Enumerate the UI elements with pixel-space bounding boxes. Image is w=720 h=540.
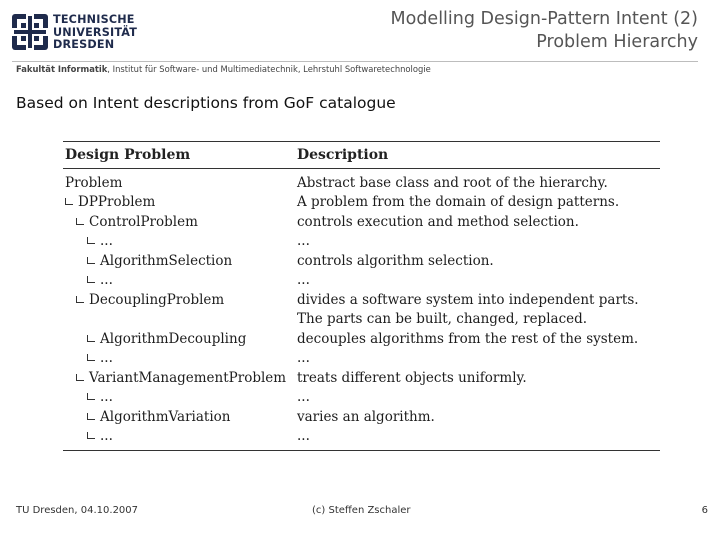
description-cell: A problem from the domain of design patterns. <box>297 194 620 211</box>
design-problem-name: ... <box>100 350 113 367</box>
description-cell: The parts can be built, changed, replaced. <box>297 311 588 328</box>
design-problem-name: ... <box>100 233 113 250</box>
slide-title-line2: Problem Hierarchy <box>536 32 698 52</box>
design-problem-cell <box>63 175 297 191</box>
design-problem-name: DPProblem <box>78 194 156 211</box>
design-problem-cell <box>63 233 297 249</box>
tree-branch-icon <box>87 432 95 439</box>
design-problem-name: ... <box>100 389 113 406</box>
logo-line: DRESDEN <box>53 38 115 51</box>
table-row <box>63 427 660 447</box>
slide-title-line1: Modelling Design-Pattern Intent (2) <box>390 9 698 29</box>
tree-branch-icon <box>87 257 95 264</box>
description-cell: ... <box>297 389 310 406</box>
tree-branch-icon <box>87 354 95 361</box>
design-problem-name: VariantManagementProblem <box>89 369 287 386</box>
tree-branch-icon <box>87 237 95 244</box>
description-cell: Abstract base class and root of the hierarchy. <box>297 174 608 191</box>
problem-hierarchy-table <box>63 141 660 451</box>
tree-branch-icon <box>76 296 84 303</box>
design-problem-cell <box>63 350 297 366</box>
tree-branch-icon <box>87 276 95 283</box>
tree-branch-icon <box>87 413 95 420</box>
tree-branch-icon <box>87 335 95 342</box>
table-row <box>63 212 660 232</box>
table-row <box>63 290 660 310</box>
logo-wordmark <box>53 14 143 52</box>
table-body <box>63 169 660 450</box>
table-row <box>63 329 660 349</box>
design-problem-cell <box>63 370 297 386</box>
design-problem-name: AlgorithmVariation <box>100 408 231 425</box>
faculty-line <box>16 64 431 74</box>
design-problem-name: AlgorithmDecoupling <box>100 330 247 347</box>
description-cell: ... <box>297 233 310 250</box>
tree-branch-icon <box>87 393 95 400</box>
table-row <box>63 251 660 271</box>
table-row <box>63 368 660 388</box>
table-header <box>63 142 660 168</box>
description-cell: ... <box>297 428 310 445</box>
slide-title <box>278 8 698 54</box>
design-problem-cell <box>63 253 297 269</box>
description-cell: decouples algorithms from the rest of the system. <box>297 330 639 347</box>
description-cell: ... <box>297 272 310 289</box>
description-cell: ... <box>297 350 310 367</box>
description-cell: treats different objects uniformly. <box>297 369 527 386</box>
tree-branch-icon <box>76 218 84 225</box>
column-header-design-problem: Design Problem <box>65 147 191 163</box>
design-problem-cell <box>63 194 297 210</box>
logo-line: TECHNISCHE <box>53 13 135 26</box>
description-cell: varies an algorithm. <box>297 408 435 425</box>
table-row <box>63 310 660 330</box>
design-problem-name: AlgorithmSelection <box>100 252 233 269</box>
footer-copyright: (c) Steffen Zschaler <box>312 505 411 516</box>
design-problem-cell <box>63 272 297 288</box>
page-number: 6 <box>701 505 708 516</box>
design-problem-cell <box>63 428 297 444</box>
design-problem-cell <box>63 331 297 347</box>
description-cell: controls execution and method selection. <box>297 213 579 230</box>
column-header-description: Description <box>297 147 389 163</box>
footer-date: TU Dresden, 04.10.2007 <box>16 505 139 516</box>
table-row <box>63 232 660 252</box>
table-row <box>63 388 660 408</box>
tu-dresden-emblem-icon <box>12 14 48 50</box>
section-heading: Based on Intent descriptions from GoF catalogue <box>16 94 396 112</box>
tree-branch-icon <box>65 198 73 205</box>
table-bottom-rule <box>63 450 660 451</box>
design-problem-cell <box>63 292 297 308</box>
logo-line: UNIVERSITÄT <box>53 25 138 39</box>
table-row <box>63 193 660 213</box>
design-problem-cell <box>63 389 297 405</box>
table-row <box>63 173 660 193</box>
design-problem-name: ControlProblem <box>89 213 198 230</box>
design-problem-cell <box>63 409 297 425</box>
tree-branch-icon <box>76 374 84 381</box>
institute-name: , Institut für Software- und Multimediatechnik, Lehrstuhl Softwaretechnologie <box>107 64 431 74</box>
table-row <box>63 407 660 427</box>
table-row <box>63 271 660 291</box>
faculty-name: Fakultät Informatik <box>16 64 108 74</box>
description-cell: controls algorithm selection. <box>297 252 494 269</box>
design-problem-cell <box>63 214 297 230</box>
table-row <box>63 349 660 369</box>
design-problem-name: ... <box>100 272 113 289</box>
header-divider <box>12 61 698 62</box>
design-problem-name: DecouplingProblem <box>89 291 225 308</box>
tu-dresden-logo <box>12 12 140 54</box>
description-cell: divides a software system into independent parts. <box>297 291 639 308</box>
design-problem-name: Problem <box>65 174 123 191</box>
design-problem-name: ... <box>100 428 113 445</box>
